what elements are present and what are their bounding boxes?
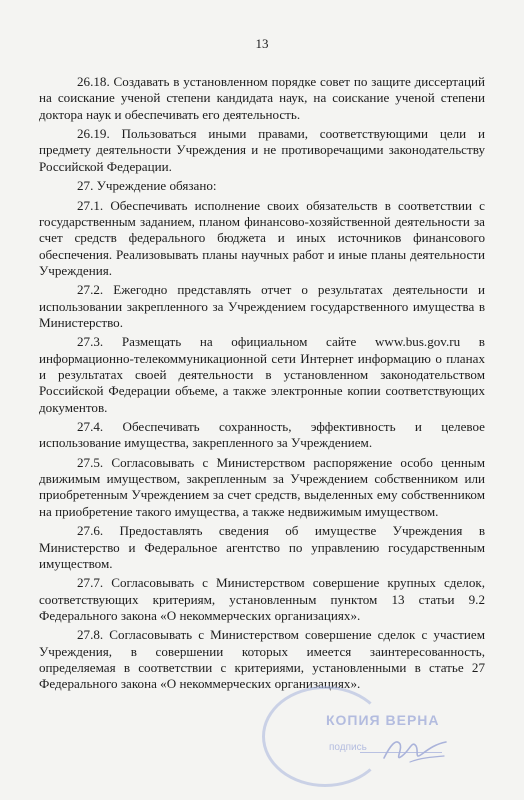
paragraph-27-1: 27.1. Обеспечивать исполнение своих обязательств в соответствии с государственным заданием, планом финансово-хозяйственной деятельности за счет средств федерального бюджета и иных источников финансового обеспечения. Реализовывать планы научных работ и иные планы деятельности Учреждения. — [39, 197, 485, 278]
paragraph-27-6: 27.6. Предоставлять сведения об имуществе Учреждения в Министерство и Федеральное агентство по управлению государственным имуществом. — [39, 523, 485, 571]
paragraph-26-19: 26.19. Пользоваться иными правами, соответствующими цели и предмету деятельности Учреждения и не противоречащими законодательству Российской Федерации. — [39, 126, 485, 174]
page-number: 13 — [255, 36, 269, 51]
stamp-title: КОПИЯ ВЕРНА — [326, 712, 440, 728]
paragraph-27-7: 27.7. Согласовывать с Министерством совершение крупных сделок, соответствующих критериям, установленным пунктом 13 статьи 9.2 Федерального закона «О некоммерческих организациях». — [39, 575, 485, 623]
stamp-signature-label: подпись — [329, 742, 367, 753]
certified-copy-stamp — [262, 686, 462, 781]
paragraph-27: 27. Учреждение обязано: — [77, 178, 217, 194]
paragraph-27-8: 27.8. Согласовывать с Министерством совершение сделок с участием Учреждения, в совершении которых имеется заинтересованность, определяемая в соответствии с критериями, установленными в статье 27 Федерального закона «О некоммерческих организациях». — [39, 627, 485, 692]
paragraph-27-5: 27.5. Согласовывать с Министерством распоряжение особо ценным движимым имуществом, закрепленным за Учреждением собственником или приобретенным Учреждением за счет средств, выделенных ему собственником на приобретение такого имущества, а также недвижимым имуществом. — [39, 454, 485, 519]
handwritten-signature — [380, 732, 450, 766]
paragraph-27-4: 27.4. Обеспечивать сохранность, эффективность и целевое использование имущества, закрепленного за Учреждением. — [39, 419, 485, 451]
paragraph-27-2: 27.2. Ежегодно представлять отчет о результатах деятельности и использовании закрепленного за Учреждением государственного имущества в Министерство. — [39, 282, 485, 330]
document-body — [39, 74, 485, 696]
paragraph-26-18: 26.18. Создавать в установленном порядке совет по защите диссертаций на соискание ученой степени кандидата наук, на соискание ученой степени доктора наук и обеспечивать его деятельность. — [39, 74, 485, 122]
paragraph-27-3: 27.3. Размещать на официальном сайте www.bus.gov.ru в информационно-телекоммуникационной сети Интернет информацию о планах и результатах своей деятельности в установленном законодательством Российской Федерации объеме, а также электронные копии соответствующих документов. — [39, 334, 485, 415]
stamp-seal-outline — [262, 686, 388, 787]
